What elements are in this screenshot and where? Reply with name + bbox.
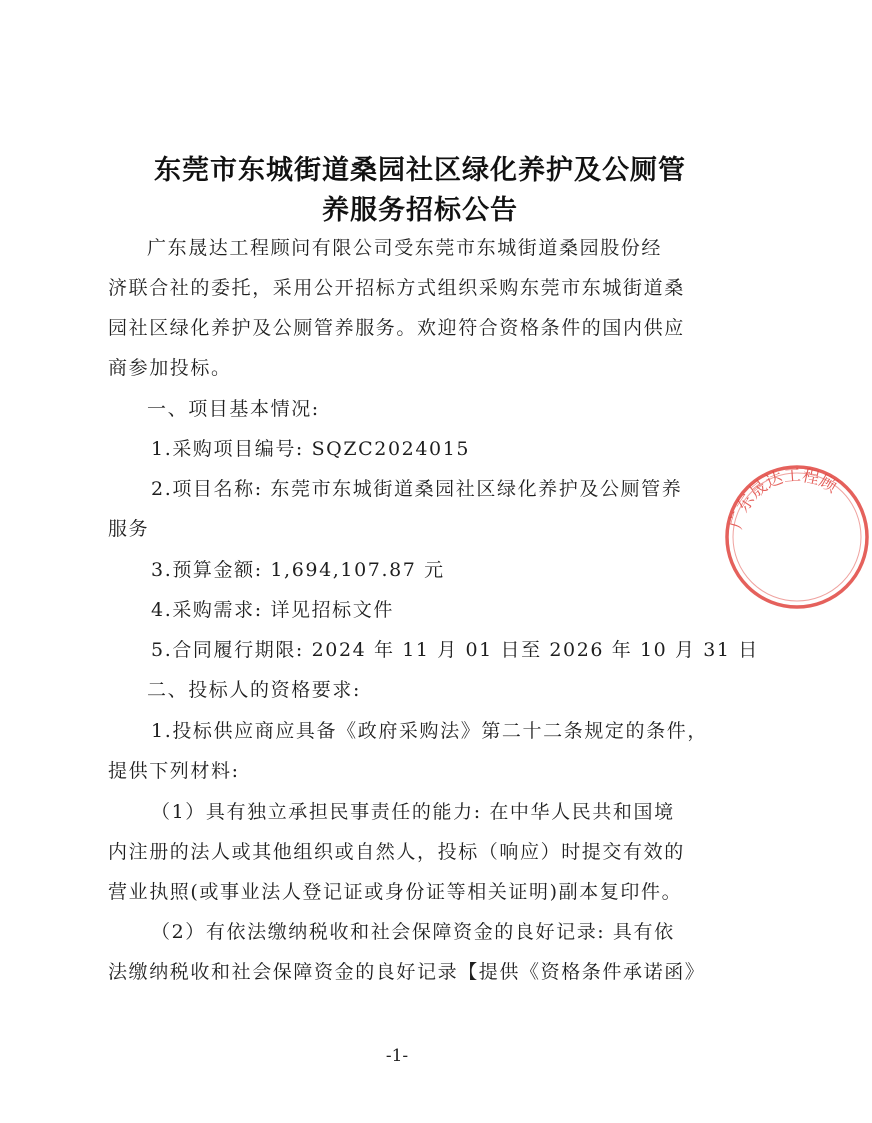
section-2-heading: 二、投标人的资格要求: bbox=[147, 679, 362, 701]
stamp-text: 广东晟达工程顾 bbox=[726, 465, 841, 532]
sub-requirement-2-line-2: 法缴纳税收和社会保障资金的良好记录【提供《资格条件承诺函》 bbox=[108, 961, 706, 983]
document-title-line-1: 东莞市东城街道桑园社区绿化养护及公厕管 bbox=[154, 155, 686, 186]
project-number: 1.采购项目编号: SQZC2024015 bbox=[151, 438, 471, 460]
project-name-line-2: 服务 bbox=[108, 518, 150, 540]
sub-requirement-2-line-1: （2）有依法缴纳税收和社会保障资金的良好记录: 具有依 bbox=[151, 921, 675, 943]
intro-line-1: 广东晟达工程顾问有限公司受东莞市东城街道桑园股份经 bbox=[147, 237, 663, 259]
sub-requirement-1-line-3: 营业执照(或事业法人登记证或身份证等相关证明)副本复印件。 bbox=[108, 881, 683, 903]
company-seal-stamp bbox=[722, 462, 872, 612]
requirement-1-line-2: 提供下列材料: bbox=[108, 760, 240, 782]
sub-requirement-1-line-1: （1）具有独立承担民事责任的能力: 在中华人民共和国境 bbox=[151, 801, 675, 823]
project-name-line-1: 2.项目名称: 东莞市东城街道桑园社区绿化养护及公厕管养 bbox=[151, 478, 683, 500]
intro-line-4: 商参加投标。 bbox=[108, 357, 232, 379]
intro-line-3: 园社区绿化养护及公厕管养服务。欢迎符合资格条件的国内供应 bbox=[108, 317, 685, 339]
requirement-1-line-1: 1.投标供应商应具备《政府采购法》第二十二条规定的条件， bbox=[151, 720, 708, 742]
contract-period: 5.合同履行期限: 2024 年 11 月 01 日至 2026 年 10 月 31 日 bbox=[151, 639, 759, 661]
procurement-requirements: 4.采购需求: 详见招标文件 bbox=[151, 599, 394, 621]
section-1-heading: 一、项目基本情况: bbox=[147, 398, 320, 420]
budget-amount: 3.预算金额: 1,694,107.87 元 bbox=[151, 559, 445, 581]
document-title-line-2: 养服务招标公告 bbox=[322, 195, 518, 226]
sub-requirement-1-line-2: 内注册的法人或其他组织或自然人，投标（响应）时提交有效的 bbox=[108, 841, 685, 863]
page-number: -1- bbox=[385, 1046, 409, 1066]
intro-line-2: 济联合社的委托，采用公开招标方式组织采购东莞市东城街道桑 bbox=[108, 277, 685, 299]
